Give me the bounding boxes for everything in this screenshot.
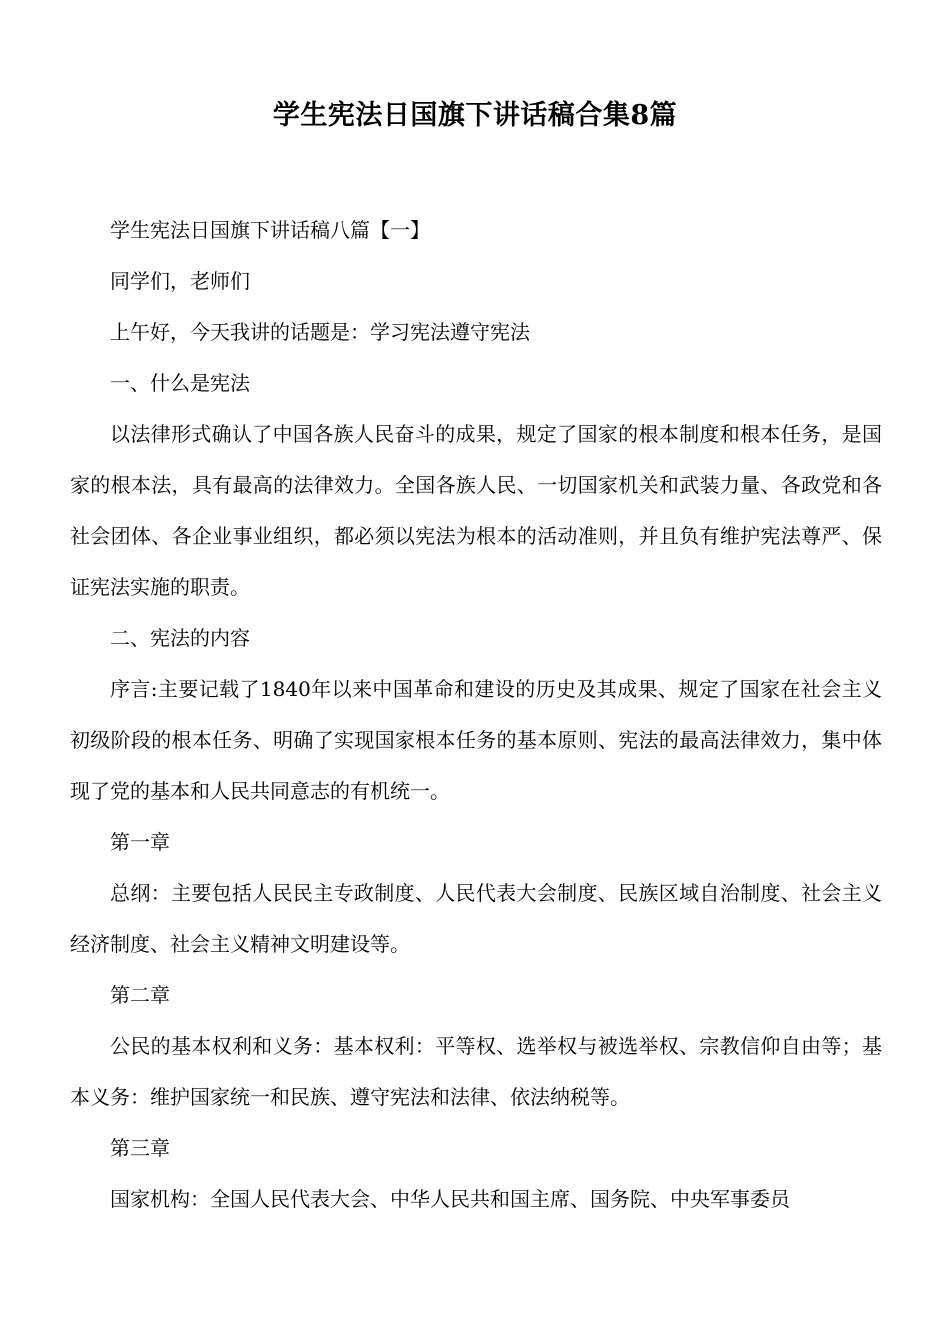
document-body xyxy=(70,205,882,1225)
subheading: 二、宪法的内容 xyxy=(110,626,250,650)
document-title: 学生宪法日国旗下讲话稿合集8篇 xyxy=(272,100,678,131)
paragraph: 国家机构：全国人民代表大会、中华人民共和国主席、国务院、中央军事委员 xyxy=(110,1187,790,1211)
paragraph: 上午好，今天我讲的话题是：学习宪法遵守宪法 xyxy=(110,320,530,344)
paragraph: 公民的基本权利和义务：基本权利：平等权、选举权与被选举权、宗教信仰自由等；基本义务：维护国家统一和民族、遵守宪法和法律、依法纳税等。 xyxy=(70,1034,882,1109)
greeting: 同学们，老师们 xyxy=(110,269,250,293)
section-heading: 学生宪法日国旗下讲话稿八篇【一】 xyxy=(110,218,430,242)
paragraph: 序言:主要记载了1840年以来中国革命和建设的历史及其成果、规定了国家在社会主义初级阶段的根本任务、明确了实现国家根本任务的基本原则、宪法的最高法律效力，集中体现了党的基本和人民共同意志的有机统一。 xyxy=(70,677,882,803)
paragraph: 以法律形式确认了中国各族人民奋斗的成果，规定了国家的根本制度和根本任务，是国家的根本法，具有最高的法律效力。全国各族人民、一切国家机关和武装力量、各政党和各社会团体、各企业事业组织，都必须以宪法为根本的活动准则，并且负有维护宪法尊严、保证宪法实施的职责。 xyxy=(70,422,882,599)
paragraph: 总纲：主要包括人民民主专政制度、人民代表大会制度、民族区域自治制度、社会主义经济制度、社会主义精神文明建设等。 xyxy=(70,881,882,956)
chapter-heading: 第一章 xyxy=(110,830,170,854)
chapter-heading: 第三章 xyxy=(110,1136,170,1160)
subheading: 一、什么是宪法 xyxy=(110,371,250,395)
chapter-heading: 第二章 xyxy=(110,983,170,1007)
